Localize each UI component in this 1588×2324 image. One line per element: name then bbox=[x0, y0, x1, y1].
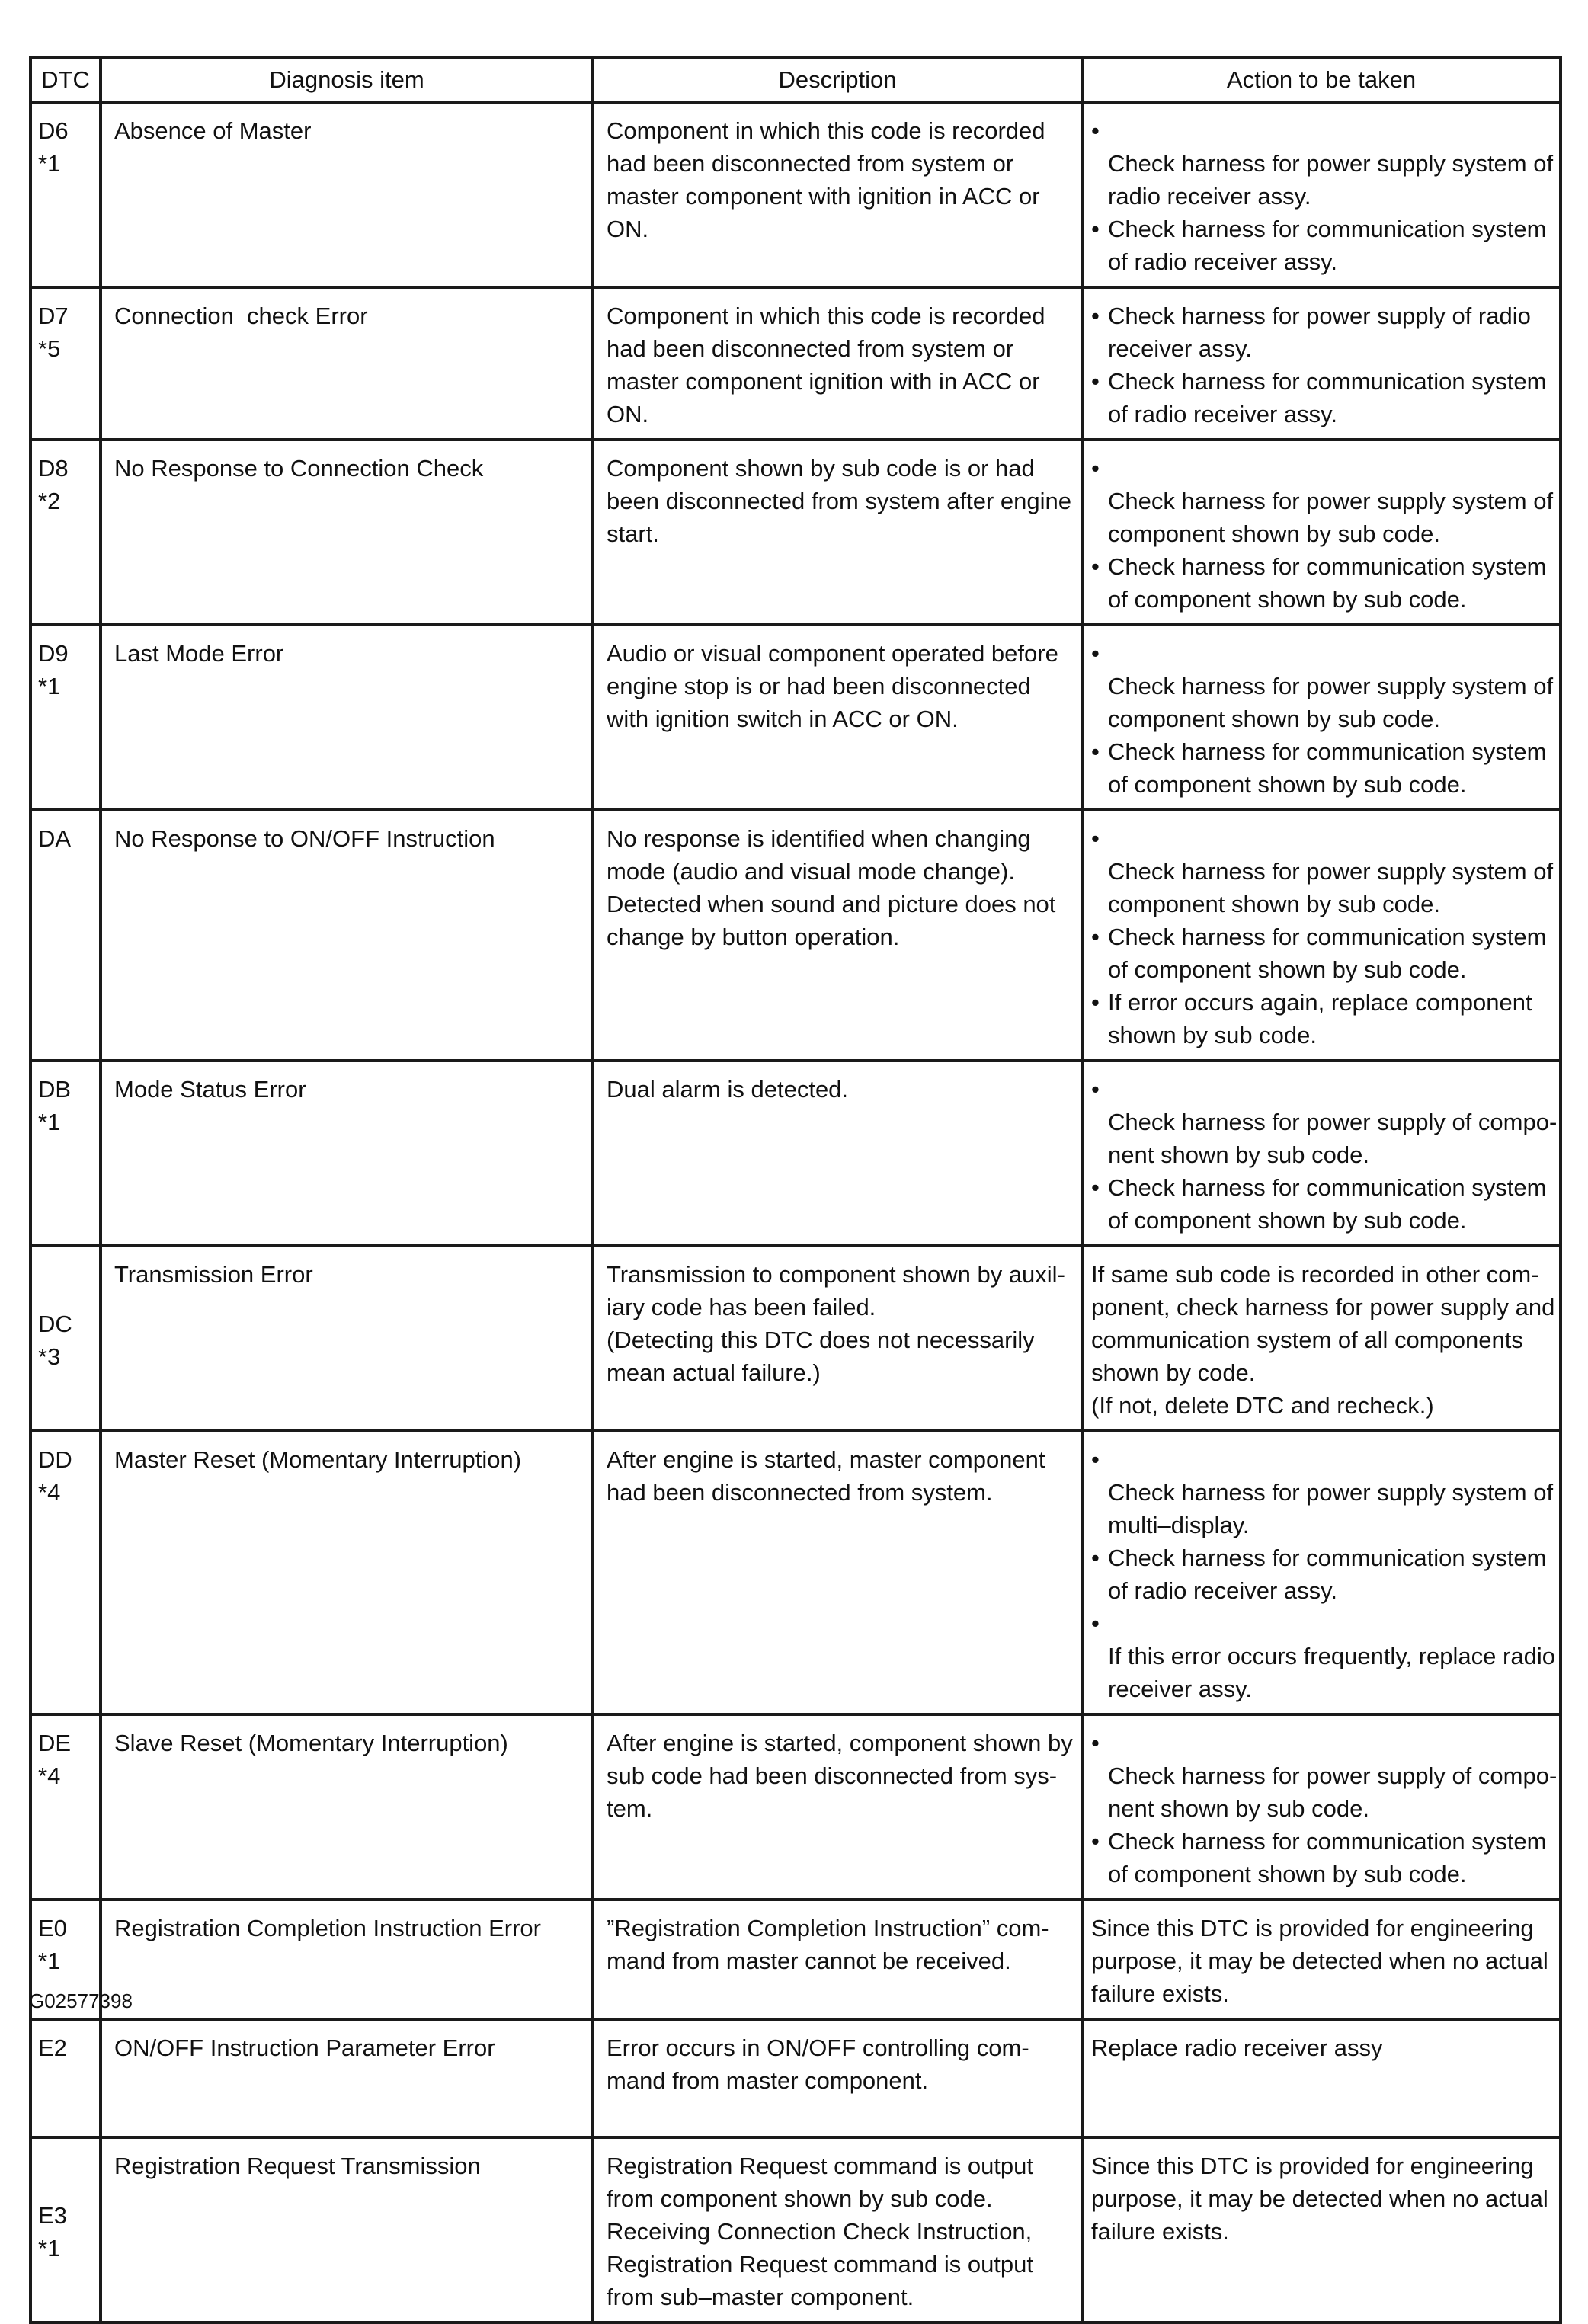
action-bullet-item bbox=[1091, 550, 1553, 616]
description-line: After engine is started, master component bbox=[607, 1446, 1045, 1473]
table-row bbox=[30, 2137, 1561, 2322]
table-row bbox=[30, 440, 1561, 625]
diagnosis-item-cell bbox=[101, 102, 593, 287]
table-body bbox=[30, 102, 1561, 2322]
action-cell bbox=[1082, 1246, 1561, 1431]
action-line: Check harness for power supply system of bbox=[1108, 488, 1554, 514]
description-line: start. bbox=[607, 520, 659, 547]
dtc-note: *1 bbox=[38, 1109, 61, 1135]
dtc-cell bbox=[30, 1061, 101, 1246]
description-line: (Detecting this DTC does not necessarily bbox=[607, 1327, 1035, 1353]
description-line: tem. bbox=[607, 1795, 653, 1822]
diagnosis-item: Connection check Error bbox=[114, 303, 368, 329]
action-bullet-item bbox=[1091, 920, 1553, 986]
description-line: Registration Request command is output bbox=[607, 2251, 1034, 2278]
description-line: No response is identified when changing bbox=[607, 825, 1031, 852]
description-line: engine stop is or had been disconnected bbox=[607, 673, 1031, 699]
action-line: nent shown by sub code. bbox=[1108, 1141, 1369, 1168]
action-text bbox=[1091, 1912, 1553, 2010]
action-bullet-item bbox=[1091, 452, 1553, 550]
table-header bbox=[30, 58, 1561, 102]
action-bullet-item bbox=[1091, 1171, 1553, 1237]
dtc-code: E3 bbox=[38, 2201, 67, 2229]
dtc-note: *2 bbox=[38, 488, 61, 514]
description-line: Registration Request command is output bbox=[607, 2153, 1034, 2179]
description-cell bbox=[593, 1246, 1082, 1431]
table-row bbox=[30, 2019, 1561, 2137]
description-line: Transmission to component shown by auxil- bbox=[607, 1261, 1065, 1288]
description-line: been disconnected from system after engine bbox=[607, 488, 1072, 514]
dtc-code: E2 bbox=[38, 2034, 67, 2061]
action-line: Check harness for communication system bbox=[1108, 738, 1547, 765]
description-line: Dual alarm is detected. bbox=[607, 1076, 849, 1103]
diagnosis-item-cell bbox=[101, 1246, 593, 1431]
action-line: Check harness for communication system bbox=[1108, 1545, 1547, 1571]
action-line: receiver assy. bbox=[1108, 1676, 1252, 1702]
dtc-table bbox=[29, 56, 1562, 2324]
dtc-note: *4 bbox=[38, 1762, 61, 1789]
description-line: After engine is started, component shown by bbox=[607, 1730, 1073, 1756]
action-bullet-item bbox=[1091, 1607, 1553, 1705]
description-line: ”Registration Completion Instruction” com- bbox=[607, 1915, 1049, 1941]
description-cell bbox=[593, 810, 1082, 1061]
dtc-cell bbox=[30, 102, 101, 287]
dtc-code: D6 bbox=[38, 117, 69, 144]
description-line: Detected when sound and picture does not bbox=[607, 891, 1056, 917]
description-line: change by button operation. bbox=[607, 924, 900, 950]
dtc-note: *1 bbox=[38, 2234, 61, 2262]
action-line: Check harness for power supply of compo- bbox=[1108, 1762, 1558, 1789]
description-cell bbox=[593, 440, 1082, 625]
action-line: If this error occurs frequently, replace radio bbox=[1108, 1643, 1555, 1669]
description-line: had been disconnected from system. bbox=[607, 1479, 993, 1506]
action-bullet-item bbox=[1091, 1825, 1553, 1890]
action-cell bbox=[1082, 1431, 1561, 1714]
description-line: sub code had been disconnected from sys- bbox=[607, 1762, 1058, 1789]
dtc-cell bbox=[30, 287, 101, 440]
action-line: of component shown by sub code. bbox=[1108, 586, 1467, 613]
description-cell bbox=[593, 625, 1082, 810]
dtc-cell bbox=[30, 810, 101, 1061]
dtc-code: D8 bbox=[38, 455, 69, 482]
dtc-cell bbox=[30, 440, 101, 625]
description-cell bbox=[593, 287, 1082, 440]
action-line: component shown by sub code. bbox=[1108, 891, 1440, 917]
action-cell bbox=[1082, 2019, 1561, 2137]
diagnosis-item-cell bbox=[101, 810, 593, 1061]
action-line: Check harness for power supply system of bbox=[1108, 150, 1554, 177]
action-line: of component shown by sub code. bbox=[1108, 771, 1467, 798]
dtc-table-container bbox=[29, 56, 1559, 2324]
description-cell bbox=[593, 1900, 1082, 2019]
action-cell bbox=[1082, 810, 1561, 1061]
action-text bbox=[1091, 1258, 1553, 1422]
dtc-code: E0 bbox=[38, 1915, 67, 1941]
diagnosis-item: Registration Completion Instruction Error bbox=[114, 1915, 541, 1941]
dtc-note: *1 bbox=[38, 1948, 61, 1974]
description-line: ON. bbox=[607, 401, 649, 427]
dtc-note: *4 bbox=[38, 1479, 61, 1506]
description-line: Component in which this code is recorded bbox=[607, 117, 1045, 144]
action-line: component shown by sub code. bbox=[1108, 706, 1440, 732]
action-line: Check harness for power supply of compo- bbox=[1108, 1109, 1558, 1135]
dtc-cell bbox=[30, 625, 101, 810]
action-line: failure exists. bbox=[1091, 2218, 1229, 2245]
header-description: Description bbox=[593, 58, 1082, 102]
dtc-cell bbox=[30, 2019, 101, 2137]
dtc-cell bbox=[30, 2137, 101, 2322]
action-line: nent shown by sub code. bbox=[1108, 1795, 1369, 1822]
dtc-code: DE bbox=[38, 1730, 72, 1756]
action-cell bbox=[1082, 2137, 1561, 2322]
diagnosis-item: No Response to ON/OFF Instruction bbox=[114, 825, 495, 852]
description-line: iary code has been failed. bbox=[607, 1294, 876, 1320]
action-line: Replace radio receiver assy bbox=[1091, 2034, 1383, 2061]
action-bullet-item bbox=[1091, 1727, 1558, 1825]
diagnosis-item-cell bbox=[101, 287, 593, 440]
action-line: Check harness for communication system bbox=[1108, 216, 1547, 242]
dtc-code: DC bbox=[38, 1310, 72, 1337]
action-line: Check harness for power supply of radio bbox=[1108, 303, 1531, 329]
action-bullet-item bbox=[1091, 213, 1553, 278]
dtc-note: *1 bbox=[38, 673, 61, 699]
dtc-code: DA bbox=[38, 825, 72, 852]
action-line: If error occurs again, replace component bbox=[1108, 989, 1532, 1016]
action-line: (If not, delete DTC and recheck.) bbox=[1091, 1392, 1434, 1419]
dtc-cell bbox=[30, 1246, 101, 1431]
table-row bbox=[30, 1431, 1561, 1714]
description-line: mode (audio and visual mode change). bbox=[607, 858, 1015, 885]
diagnosis-item-cell bbox=[101, 440, 593, 625]
description-line: from sub–master component. bbox=[607, 2284, 914, 2310]
action-line: shown by code. bbox=[1091, 1359, 1256, 1386]
diagnosis-item: Registration Request Transmission bbox=[114, 2153, 481, 2179]
table-row bbox=[30, 810, 1561, 1061]
description-line: Audio or visual component operated before bbox=[607, 640, 1058, 667]
action-cell bbox=[1082, 1061, 1561, 1246]
description-line: Error occurs in ON/OFF controlling com- bbox=[607, 2034, 1029, 2061]
action-line: multi–display. bbox=[1108, 1512, 1250, 1538]
dtc-note: *5 bbox=[38, 335, 61, 362]
dtc-cell bbox=[30, 1431, 101, 1714]
description-cell bbox=[593, 1431, 1082, 1714]
action-line: of component shown by sub code. bbox=[1108, 956, 1467, 983]
action-bullet-item bbox=[1091, 1073, 1558, 1171]
diagnosis-item: Master Reset (Momentary Interruption) bbox=[114, 1446, 522, 1473]
action-line: Check harness for power supply system of bbox=[1108, 673, 1554, 699]
action-line: of component shown by sub code. bbox=[1108, 1207, 1467, 1234]
dtc-code: DD bbox=[38, 1446, 72, 1473]
diagnosis-item-cell bbox=[101, 2137, 593, 2322]
action-line: purpose, it may be detected when no actual bbox=[1091, 1948, 1548, 1974]
table-row bbox=[30, 1061, 1561, 1246]
action-line: receiver assy. bbox=[1108, 335, 1252, 362]
action-line: Check harness for communication system bbox=[1108, 924, 1547, 950]
description-line: Component in which this code is recorded bbox=[607, 303, 1045, 329]
action-cell bbox=[1082, 1714, 1561, 1900]
diagnosis-item: Slave Reset (Momentary Interruption) bbox=[114, 1730, 508, 1756]
action-line: component shown by sub code. bbox=[1108, 520, 1440, 547]
header-dtc: DTC bbox=[30, 58, 101, 102]
description-line: with ignition switch in ACC or ON. bbox=[607, 706, 959, 732]
action-line: Since this DTC is provided for engineering bbox=[1091, 1915, 1534, 1941]
table-row bbox=[30, 1714, 1561, 1900]
action-line: purpose, it may be detected when no actual bbox=[1091, 2185, 1548, 2212]
action-bullet-item bbox=[1091, 637, 1553, 735]
action-cell bbox=[1082, 625, 1561, 810]
diagnosis-item: ON/OFF Instruction Parameter Error bbox=[114, 2034, 495, 2061]
description-line: from component shown by sub code. bbox=[607, 2185, 993, 2212]
description-cell bbox=[593, 2137, 1082, 2322]
header-row bbox=[30, 58, 1561, 102]
action-cell bbox=[1082, 287, 1561, 440]
diagnosis-item-cell bbox=[101, 1061, 593, 1246]
action-line: ponent, check harness for power supply and bbox=[1091, 1294, 1555, 1320]
diagnosis-item-cell bbox=[101, 625, 593, 810]
diagnosis-item-cell bbox=[101, 1714, 593, 1900]
dtc-note: *1 bbox=[38, 150, 61, 177]
diagnosis-item-cell bbox=[101, 1900, 593, 2019]
action-cell bbox=[1082, 102, 1561, 287]
table-row bbox=[30, 102, 1561, 287]
description-cell bbox=[593, 1714, 1082, 1900]
action-bullet-item bbox=[1091, 822, 1553, 920]
description-line: Component shown by sub code is or had bbox=[607, 455, 1035, 482]
description-line: Receiving Connection Check Instruction, bbox=[607, 2218, 1033, 2245]
header-diagnosis-item: Diagnosis item bbox=[101, 58, 593, 102]
table-row bbox=[30, 287, 1561, 440]
action-bullet-item bbox=[1091, 1541, 1553, 1607]
action-text bbox=[1091, 2031, 1553, 2064]
action-bullet-item bbox=[1091, 1443, 1553, 1541]
action-line: Check harness for power supply system of bbox=[1108, 1479, 1554, 1506]
description-cell bbox=[593, 102, 1082, 287]
action-line: of radio receiver assy. bbox=[1108, 401, 1337, 427]
action-line: of component shown by sub code. bbox=[1108, 1861, 1467, 1887]
dtc-cell bbox=[30, 1714, 101, 1900]
table-row bbox=[30, 1246, 1561, 1431]
dtc-code: DB bbox=[38, 1076, 72, 1103]
action-line: shown by sub code. bbox=[1108, 1022, 1317, 1048]
diagnosis-item: Absence of Master bbox=[114, 117, 312, 144]
action-line: of radio receiver assy. bbox=[1108, 248, 1337, 275]
action-cell bbox=[1082, 1900, 1561, 2019]
dtc-code: D7 bbox=[38, 303, 69, 329]
diagnosis-item: Last Mode Error bbox=[114, 640, 284, 667]
description-line: mand from master component. bbox=[607, 2067, 929, 2094]
action-bullet-item bbox=[1091, 986, 1553, 1052]
description-cell bbox=[593, 2019, 1082, 2137]
action-line: Check harness for power supply system of bbox=[1108, 858, 1554, 885]
table-row bbox=[30, 625, 1561, 810]
action-line: Check harness for communication system bbox=[1108, 1174, 1547, 1201]
action-bullet-item bbox=[1091, 735, 1553, 801]
description-line: had been disconnected from system or bbox=[607, 335, 1014, 362]
action-line: Check harness for communication system bbox=[1108, 368, 1547, 395]
dtc-code: D9 bbox=[38, 640, 69, 667]
description-line: master component ignition with in ACC or bbox=[607, 368, 1040, 395]
diagnosis-item-cell bbox=[101, 1431, 593, 1714]
figure-id: G02577398 bbox=[29, 1989, 133, 2012]
description-cell bbox=[593, 1061, 1082, 1246]
action-line: Check harness for communication system bbox=[1108, 1828, 1547, 1855]
action-bullet-item bbox=[1091, 114, 1553, 213]
action-line: of radio receiver assy. bbox=[1108, 1577, 1337, 1604]
action-line: communication system of all components bbox=[1091, 1327, 1523, 1353]
diagnosis-item-cell bbox=[101, 2019, 593, 2137]
description-line: mand from master cannot be received. bbox=[607, 1948, 1011, 1974]
dtc-note: *3 bbox=[38, 1343, 61, 1370]
action-text bbox=[1091, 2150, 1553, 2248]
diagnosis-item: No Response to Connection Check bbox=[114, 455, 484, 482]
diagnosis-item: Mode Status Error bbox=[114, 1076, 306, 1103]
action-line: radio receiver assy. bbox=[1108, 183, 1311, 210]
action-line: If same sub code is recorded in other com- bbox=[1091, 1261, 1539, 1288]
diagnosis-item: Transmission Error bbox=[114, 1261, 313, 1288]
action-line: Since this DTC is provided for engineering bbox=[1091, 2153, 1534, 2179]
description-line: master component with ignition in ACC or bbox=[607, 183, 1040, 210]
description-line: had been disconnected from system or bbox=[607, 150, 1014, 177]
description-line: mean actual failure.) bbox=[607, 1359, 821, 1386]
action-bullet-item bbox=[1091, 365, 1553, 431]
action-bullet-item bbox=[1091, 299, 1553, 365]
description-line: ON. bbox=[607, 216, 649, 242]
table-row bbox=[30, 1900, 1561, 2019]
action-cell bbox=[1082, 440, 1561, 625]
action-line: Check harness for communication system bbox=[1108, 553, 1547, 580]
header-action: Action to be taken bbox=[1082, 58, 1561, 102]
action-line: failure exists. bbox=[1091, 1980, 1229, 2007]
